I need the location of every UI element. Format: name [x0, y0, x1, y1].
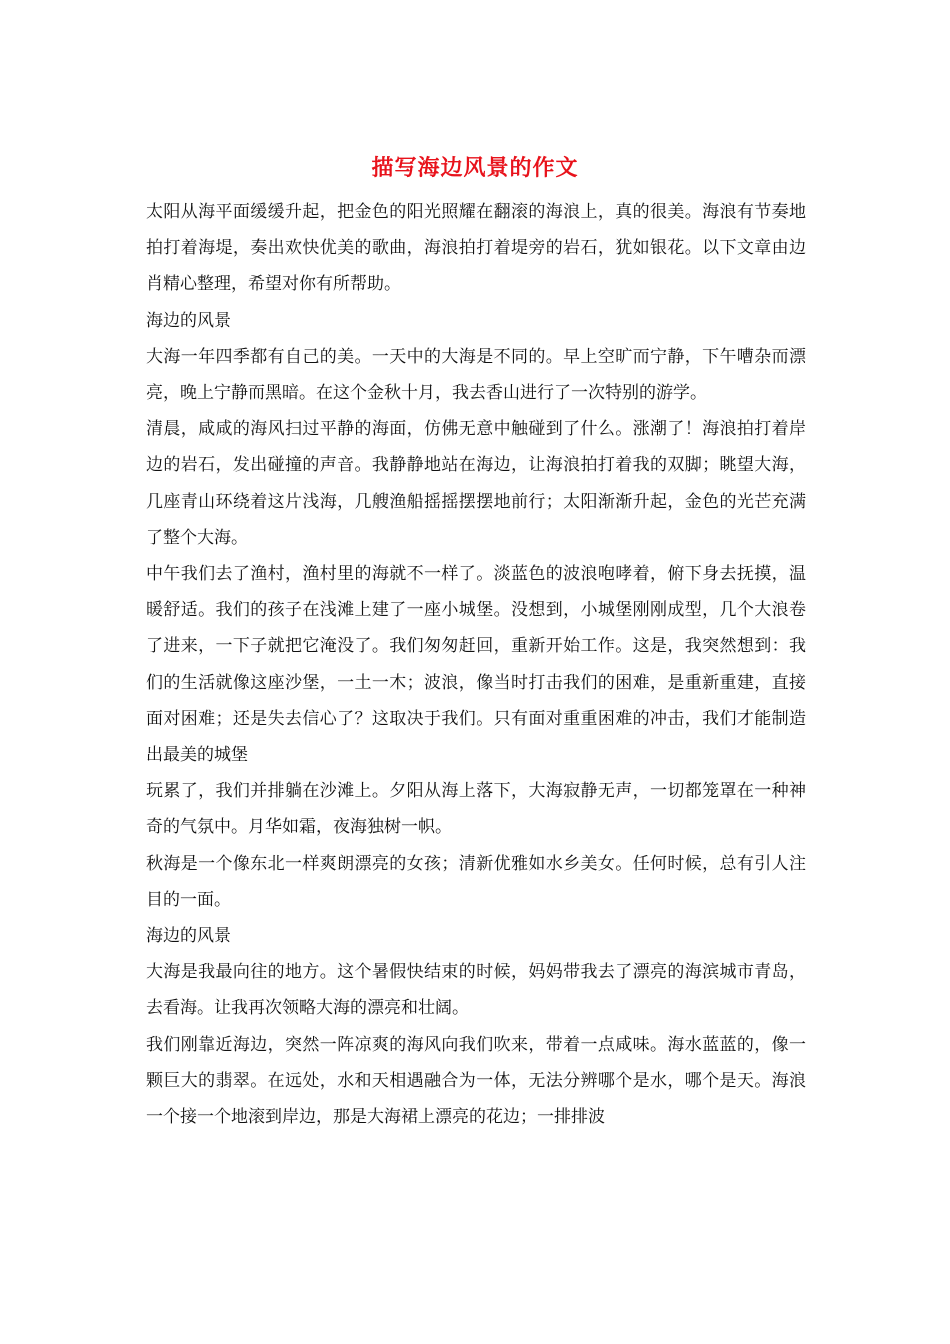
body-paragraph: 大海一年四季都有自己的美。一天中的大海是不同的。早上空旷而宁静，下午嘈杂而漂亮，晚上宁静而黑暗。在这个金秋十月，我去香山进行了一次特别的游学。	[146, 346, 806, 404]
document-title: 描写海边风景的作文	[371, 155, 579, 181]
body-paragraph: 秋海是一个像东北一样爽朗漂亮的女孩；清新优雅如水乡美女。任何时候，总有引人注目的一面。	[146, 853, 806, 910]
body-paragraph: 我们刚靠近海边，突然一阵凉爽的海风向我们吹来，带着一点咸味。海水蓝蓝的，像一颗巨大的翡翠。在远处，水和天相遇融合为一体，无法分辨哪个是水，哪个是天。海浪一个接一个地滚到岸边，那是大海裙上漂亮的花边；一排排波	[146, 1034, 806, 1128]
intro-paragraph: 太阳从海平面缓缓升起，把金色的阳光照耀在翻滚的海浪上，真的很美。海浪有节奏地拍打着海堤，奏出欢快优美的歌曲，海浪拍打着堤旁的岩石，犹如银花。以下文章由边肖精心整理，希望对你有所帮助。	[146, 202, 806, 295]
body-paragraph: 玩累了，我们并排躺在沙滩上。夕阳从海上落下，大海寂静无声，一切都笼罩在一种神奇的气氛中。月华如霜，夜海独树一帜。	[146, 781, 806, 838]
body-paragraph: 中午我们去了渔村，渔村里的海就不一样了。淡蓝色的波浪咆哮着，俯下身去抚摸，温暖舒适。我们的孩子在浅滩上建了一座小城堡。没想到，小城堡刚刚成型，几个大浪卷了进来，一下子就把它淹没了。我们匆匆赶回，重新开始工作。这是，我突然想到：我们的生活就像这座沙堡，一土一木；波浪，像当时打击我们的困难，是重新重建，直接面对困难；还是失去信心了？这取决于我们。只有面对重重困难的冲击，我们才能制造出最美的城堡	[146, 564, 806, 766]
document-body	[146, 194, 806, 1135]
section-heading: 海边的风景	[146, 926, 231, 947]
body-paragraph: 清晨，咸咸的海风扫过平静的海面，仿佛无意中触碰到了什么。涨潮了！海浪拍打着岸边的岩石，发出碰撞的声音。我静静地站在海边，让海浪拍打着我的双脚；眺望大海，几座青山环绕着这片浅海，几艘渔船摇摇摆摆地前行；太阳渐渐升起，金色的光芒充满了整个大海。	[146, 419, 806, 548]
body-paragraph: 大海是我最向往的地方。这个暑假快结束的时候，妈妈带我去了漂亮的海滨城市青岛，去看海。让我再次领略大海的漂亮和壮阔。	[146, 962, 806, 1019]
section-heading: 海边的风景	[146, 310, 231, 331]
